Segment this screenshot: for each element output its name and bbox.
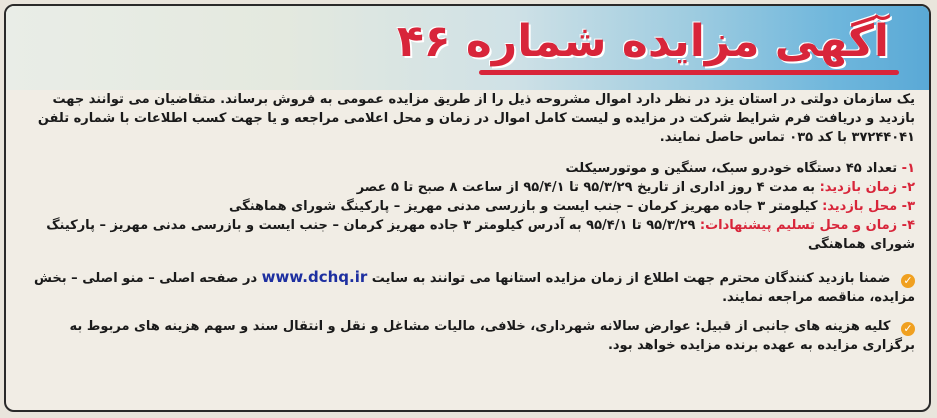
ad-body <box>20 90 915 402</box>
item-4 <box>20 216 915 254</box>
title-underline <box>479 70 899 75</box>
note-text-before: ضمنا بازدید کنندگان محترم جهت اطلاع از زمان مزایده استانها می توانند به سایت <box>371 271 891 286</box>
item-number: ۱- <box>901 161 915 176</box>
ad-title: آگهی مزایده شماره ۴۶ <box>396 16 889 67</box>
spacer <box>20 254 915 264</box>
check-circle-icon: ✓ <box>901 322 915 336</box>
website-link[interactable]: www.dchq.ir <box>261 268 368 286</box>
item-2 <box>20 178 915 197</box>
item-text: به مدت ۴ روز اداری از تاریخ ۹۵/۳/۲۹ تا ۹۵/۴/۱ از ساعت ۸ صبح تا ۵ عصر <box>356 180 816 195</box>
item-text: ۹۵/۳/۲۹ تا ۹۵/۴/۱ به آدرس کیلومتر ۳ جاده مهریز کرمان – جنب ایست و بازرسی مدنی مهریز – پارکینگ شورای هماهنگی <box>46 218 915 252</box>
note-text: کلیه هزینه های جانبی از قبیل: عوارض سالانه شهرداری، خلافی، مالیات مشاغل و نقل و انتقال سند و سهم هزینه های مربوط به برگزاری مزایده به عهده برنده مزایده خواهد بود. <box>69 319 915 353</box>
check-circle-icon: ✓ <box>901 274 915 288</box>
note-costs <box>20 317 915 355</box>
item-key: زمان و محل تسلیم پیشنهادات: <box>699 218 898 233</box>
note-website <box>20 268 915 307</box>
item-key: زمان بازدید: <box>819 180 898 195</box>
item-key: محل بازدید: <box>822 199 898 214</box>
ad-frame <box>4 4 931 412</box>
item-text: کیلومتر ۳ جاده مهریز کرمان – جنب ایست و بازرسی مدنی مهریز – پارکینگ شورای هماهنگی <box>229 199 818 214</box>
intro-paragraph: یک سازمان دولتی در استان یزد در نظر دارد اموال مشروحه ذیل را از طریق مزایده عمومی به فروش برساند. متقاضیان می توانند جهت بازدید و دریافت فرم شرایط شرکت در مزایده و لیست کامل اموال در زمان و محل اعلامی مراجعه و یا جهت کسب اطلاعات با شماره تلفن ۳۷۲۴۴۰۴۱ با کد ۰۳۵ تماس حاصل نمایند. <box>37 92 915 145</box>
item-1 <box>20 159 915 178</box>
item-number: ۳- <box>901 199 915 214</box>
item-number: ۴- <box>901 218 915 233</box>
item-number: ۲- <box>901 180 915 195</box>
title-banner <box>6 6 929 90</box>
item-text: تعداد ۴۵ دستگاه خودرو سبک، سنگین و موتورسیکلت <box>565 161 898 176</box>
item-3 <box>20 197 915 216</box>
note-text-after: در صفحه اصلی – منو اصلی – بخش مزایده، مناقصه مراجعه نمایند. <box>34 271 915 305</box>
